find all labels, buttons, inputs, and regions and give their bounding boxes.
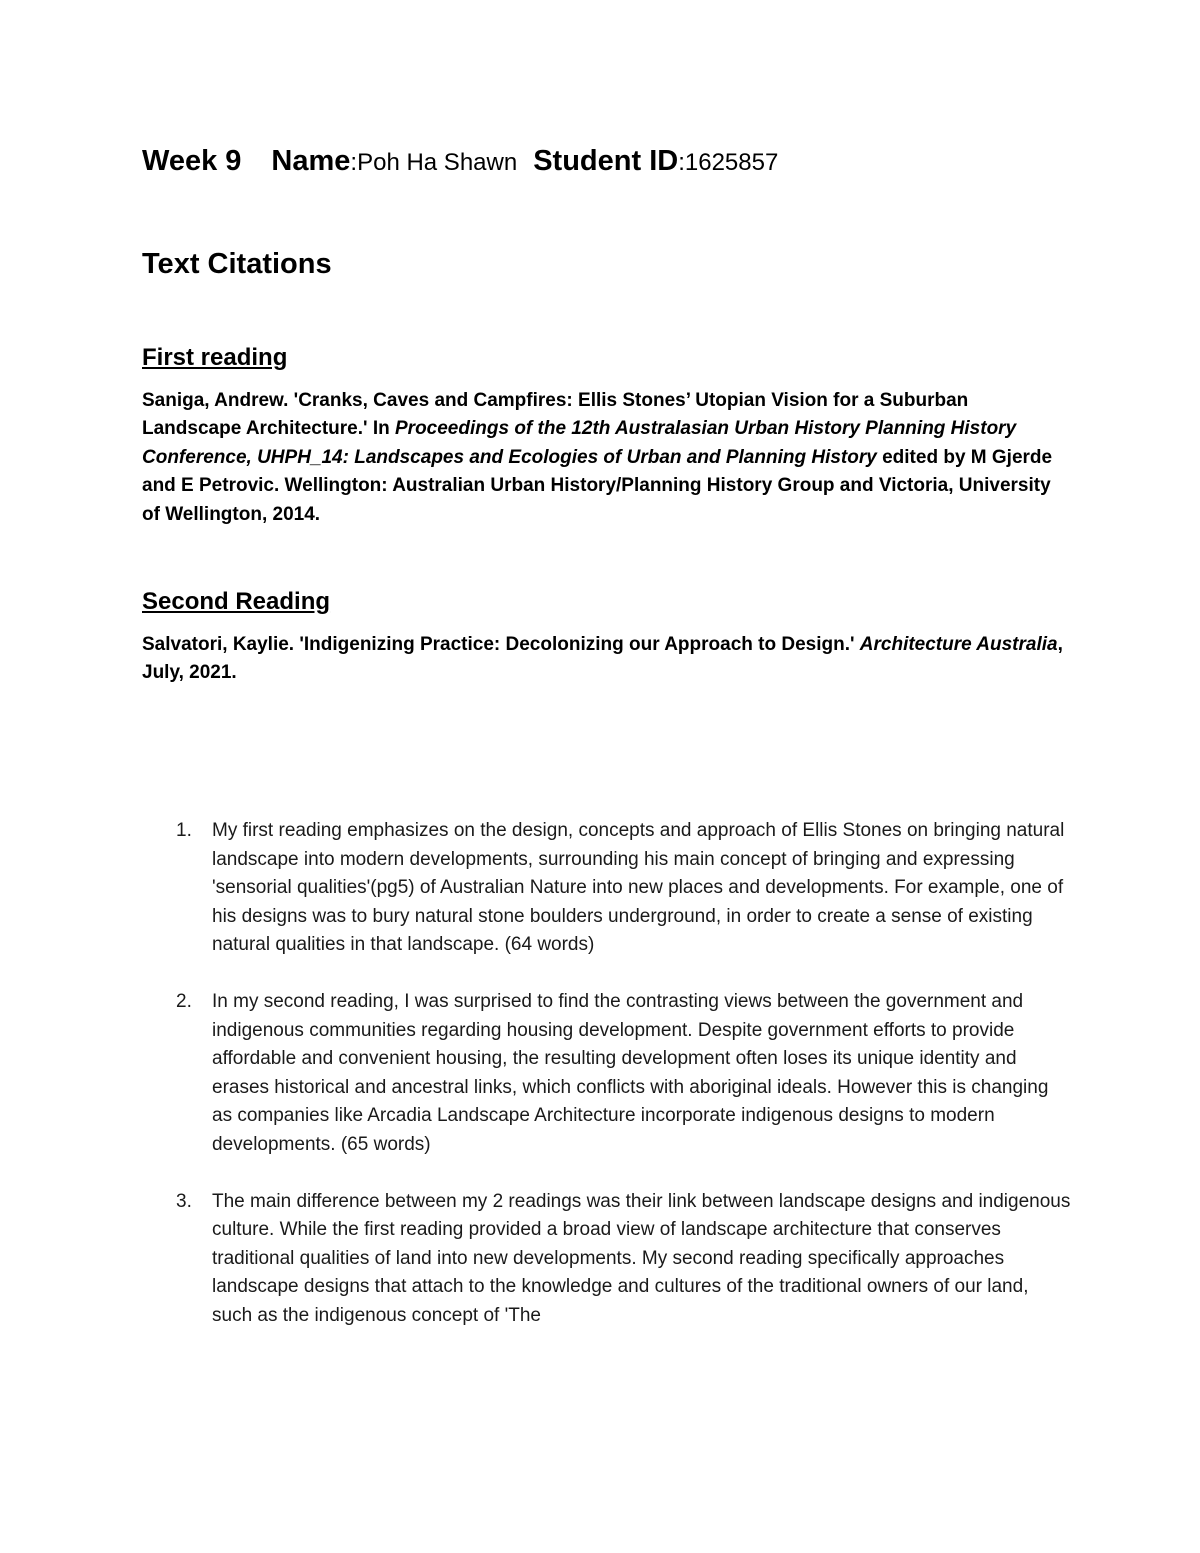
list-item-text: My first reading emphasizes on the design, concepts and approach of Ellis Stones on bringing natural landscape into modern developments, surrounding his main concept of bringing and expressing 'sensorial qualities'(pg5) of Australian Nature into new places and developments. For example, one of his designs was to bury natural stone boulders underground, in order to create a sense of existing natural qualities in that landscape. (64 words) [212, 820, 1065, 956]
list-item [142, 1188, 1072, 1331]
list-item-text: The main difference between my 2 readings was their link between landscape designs and indigenous culture. While the first reading provided a broad view of landscape architecture that conserves traditional qualities of land into new developments. My second reading specifically approaches landscape designs that attach to the knowledge and cultures of the traditional owners of our land, such as the indigenous concept of 'The [212, 1190, 1071, 1326]
second-citation-publication: , July, 2021. [142, 634, 1063, 684]
name-value: :Poh Ha Shawn [350, 149, 518, 176]
second-citation-text: Salvatori, Kaylie. 'Indigenizing Practice: Decolonizing our Approach to Design.' [142, 634, 860, 655]
first-citation-text: Saniga, Andrew. 'Cranks, Caves and Campfires: Ellis Stones’ Utopian Vision for a Suburban Landscape Architecture.' In [142, 390, 969, 440]
first-citation-publication: edited by M Gjerde and E Petrovic. Wellington: Australian Urban History/Planning History Group and Victoria, University of Wellington, 2014. [142, 446, 1053, 525]
list-item-number: 2. [176, 990, 192, 1012]
student-header [142, 142, 778, 182]
second-citation-source: Architecture Australia [859, 634, 1058, 655]
list-item-text: In my second reading, I was surprised to find the contrasting views between the government and indigenous communities regarding housing development. Despite government efforts to provide affordable and convenient housing, the resulting development often loses its unique identity and erases historical and ancestral links, which conflicts with aboriginal ideals. However this is changing as companies like Arcadia Landscape Architecture incorporate indigenous designs to modern developments. (65 words) [212, 990, 1049, 1155]
week-label: Week 9 [142, 145, 242, 177]
student-id-value: :1625857 [678, 149, 779, 176]
list-item-number: 3. [176, 1190, 192, 1212]
student-id-label: Student ID [533, 145, 679, 177]
page-title: Text Citations [142, 248, 332, 280]
second-reading-citation [142, 631, 1072, 688]
name-label: Name [271, 145, 351, 177]
first-citation-source: Proceedings of the 12th Australasian Urban History Planning History Conference, UHPH_14: Landscapes and Ecologies of Urban and Planning History [142, 418, 1017, 468]
first-reading-citation [142, 387, 1072, 529]
answers-list [142, 817, 1072, 1359]
second-reading-heading: Second Reading [142, 588, 331, 615]
list-item [142, 988, 1072, 1160]
first-reading-heading: First reading [142, 344, 288, 371]
list-item [142, 817, 1072, 960]
list-item-number: 1. [176, 820, 192, 841]
